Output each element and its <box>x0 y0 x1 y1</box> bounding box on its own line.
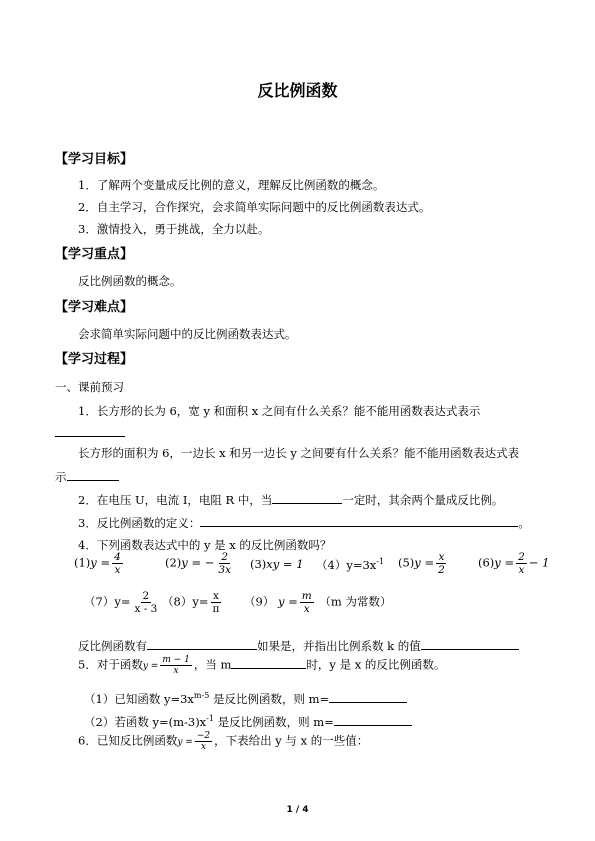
question-5-pre: 5．对于函数 <box>78 657 143 672</box>
formula-7 <box>84 590 161 615</box>
section-process-heading: 【学习过程】 <box>55 352 134 367</box>
answer-blank-1a[interactable] <box>55 436 125 437</box>
formula-1-den: x <box>114 564 121 576</box>
formula-4-label: （4） <box>316 558 347 572</box>
question-5-post: 时，y 是 x 的反比例函数。 <box>306 657 446 672</box>
formula-7-num: 2 <box>142 590 150 602</box>
answer-blank-1b[interactable] <box>67 479 119 481</box>
formula-6-label: (6) <box>478 555 495 570</box>
formula-8 <box>162 590 223 615</box>
question-5-lhs: y = <box>142 661 159 672</box>
question-6-fraction <box>195 731 212 752</box>
formula-8-lhs: y= <box>192 594 209 609</box>
question-2-pre: 2．在电压 U，电流 I，电阻 R 中，当 <box>78 493 273 507</box>
formula-5-lhs: y = <box>414 555 435 570</box>
formula-7-fraction <box>132 590 159 615</box>
question-1b-line2 <box>55 469 119 485</box>
preview-heading: 一、课前预习 <box>55 380 124 394</box>
answer-blank-2[interactable] <box>272 502 342 504</box>
formula-3-label: (3) <box>250 557 267 571</box>
page-number: 1 / 4 <box>286 805 309 815</box>
formula-9-label: （9） <box>244 594 275 609</box>
formula-9-den: x <box>303 603 310 615</box>
formula-7-lhs: y= <box>114 594 131 609</box>
question-5-1-exponent: m-5 <box>193 691 210 701</box>
question-1a: 1．长方形的长为 6，宽 y 和面积 x 之间有什么关系？能不能用函数表达式表示 <box>78 404 481 418</box>
question-5-1 <box>84 691 407 707</box>
section-difficult-heading: 【学习难点】 <box>55 300 134 315</box>
question-5-mid: ，当 m <box>193 657 232 672</box>
formula-9 <box>244 590 391 615</box>
formula-9-note: （m 为常数） <box>319 594 392 609</box>
question-3 <box>78 515 530 531</box>
formula-5-den: 2 <box>438 564 445 576</box>
question-5-1-pre: （1）已知函数 y=3x <box>84 692 194 706</box>
formula-8-num: x <box>212 590 219 602</box>
answer-blank-3[interactable] <box>200 525 518 527</box>
question-5-2 <box>84 714 412 730</box>
question-4: 4．下列函数表达式中的 y 是 x 的反比例函数吗？ <box>78 538 332 552</box>
formula-8-fraction <box>210 590 221 615</box>
formula-4-expr: y=3x <box>346 558 377 572</box>
question-5-1-post: 是反比例函数，则 m= <box>209 692 330 706</box>
formula-2-lhs: y = − <box>181 555 215 570</box>
formula-9-lhs: y = <box>277 594 298 609</box>
formula-5-fraction <box>436 551 447 576</box>
question-6-pre: 6．已知反比例函数 <box>78 733 178 748</box>
formula-2-num: 2 <box>221 551 229 563</box>
formula-2-den: 3x <box>218 564 231 576</box>
section-key-heading: 【学习重点】 <box>55 247 134 262</box>
goal-item-2: 2．自主学习，合作探究，会求简单实际问题中的反比例函数表达式。 <box>78 200 431 214</box>
question-4-answer-mid: 如果是，并指出比例系数 k 的值 <box>257 639 421 653</box>
question-5 <box>78 655 445 676</box>
formula-4 <box>316 557 384 573</box>
formula-1-label: (1) <box>74 555 91 570</box>
question-1b-tail: 示 <box>55 470 67 484</box>
formula-1 <box>74 551 125 576</box>
question-3-post: 。 <box>518 516 530 530</box>
question-5-2-exponent: -1 <box>206 714 214 724</box>
page-title: 反比例函数 <box>257 81 338 100</box>
question-6-lhs: y = <box>177 737 193 748</box>
formula-6-num: 2 <box>518 551 525 563</box>
formula-7-label: （7） <box>84 594 115 609</box>
question-5-fraction <box>160 655 192 676</box>
question-6-den: x <box>200 742 206 752</box>
formula-9-num: m <box>301 590 312 602</box>
question-5-2-pre: （2）若函数 y=(m-3)x <box>84 715 207 729</box>
formula-2-fraction <box>216 551 233 576</box>
key-text: 反比例函数的概念。 <box>78 274 182 288</box>
question-3-pre: 3．反比例函数的定义： <box>78 516 201 530</box>
formula-1-num: 4 <box>114 551 121 563</box>
question-5-2-post: 是反比例函数，则 m= <box>213 715 334 729</box>
section-goals-heading: 【学习目标】 <box>55 152 134 167</box>
formula-6-den: x <box>518 564 525 576</box>
goal-item-3: 3．激情投入，勇于挑战，全力以赴。 <box>78 222 270 236</box>
answer-blank-4a[interactable] <box>147 648 257 650</box>
formula-3 <box>250 557 304 571</box>
formula-4-exponent: -1 <box>376 557 385 567</box>
formula-3-expr: xy = 1 <box>266 557 304 571</box>
answer-blank-5[interactable] <box>231 667 306 669</box>
question-2 <box>78 492 503 508</box>
formula-8-den: π <box>212 603 220 615</box>
answer-blank-5-2[interactable] <box>334 724 412 726</box>
formula-6 <box>478 551 549 576</box>
question-5-den: x <box>173 666 179 676</box>
question-2-post: 一定时，其余两个量成反比例。 <box>342 493 504 507</box>
question-6 <box>78 731 368 752</box>
formula-5 <box>398 551 449 576</box>
formula-6-fraction <box>516 551 527 576</box>
formula-1-fraction <box>112 551 123 576</box>
question-6-num: −2 <box>196 731 211 741</box>
difficult-text: 会求简单实际问题中的反比例函数表达式。 <box>78 327 297 341</box>
formula-6-tail: − 1 <box>528 555 550 570</box>
formula-7-den: x - 3 <box>134 603 158 615</box>
question-6-post: ，下表给出 y 与 x 的一些值： <box>214 733 369 748</box>
formula-5-label: (5) <box>398 555 415 570</box>
answer-blank-5-1[interactable] <box>329 701 407 703</box>
question-5-num: m − 1 <box>162 655 190 665</box>
question-4-answer <box>78 638 519 654</box>
goal-item-1: 1．了解两个变量成反比例的意义，理解反比例函数的概念。 <box>78 178 385 192</box>
question-1b: 长方形的面积为 6，一边长 x 和另一边长 y 之间要有什么关系？能不能用函数表达式表 <box>78 446 520 460</box>
formula-2-label: (2) <box>165 555 182 570</box>
formula-9-fraction <box>300 590 314 615</box>
formula-8-label: （8） <box>162 594 193 609</box>
formula-6-lhs: y = <box>494 555 515 570</box>
answer-blank-4b[interactable] <box>421 648 519 650</box>
formula-5-num: x <box>438 551 445 563</box>
formula-1-lhs: y = <box>90 555 111 570</box>
formula-2 <box>165 551 235 576</box>
question-4-answer-pre: 反比例函数有 <box>78 639 147 653</box>
